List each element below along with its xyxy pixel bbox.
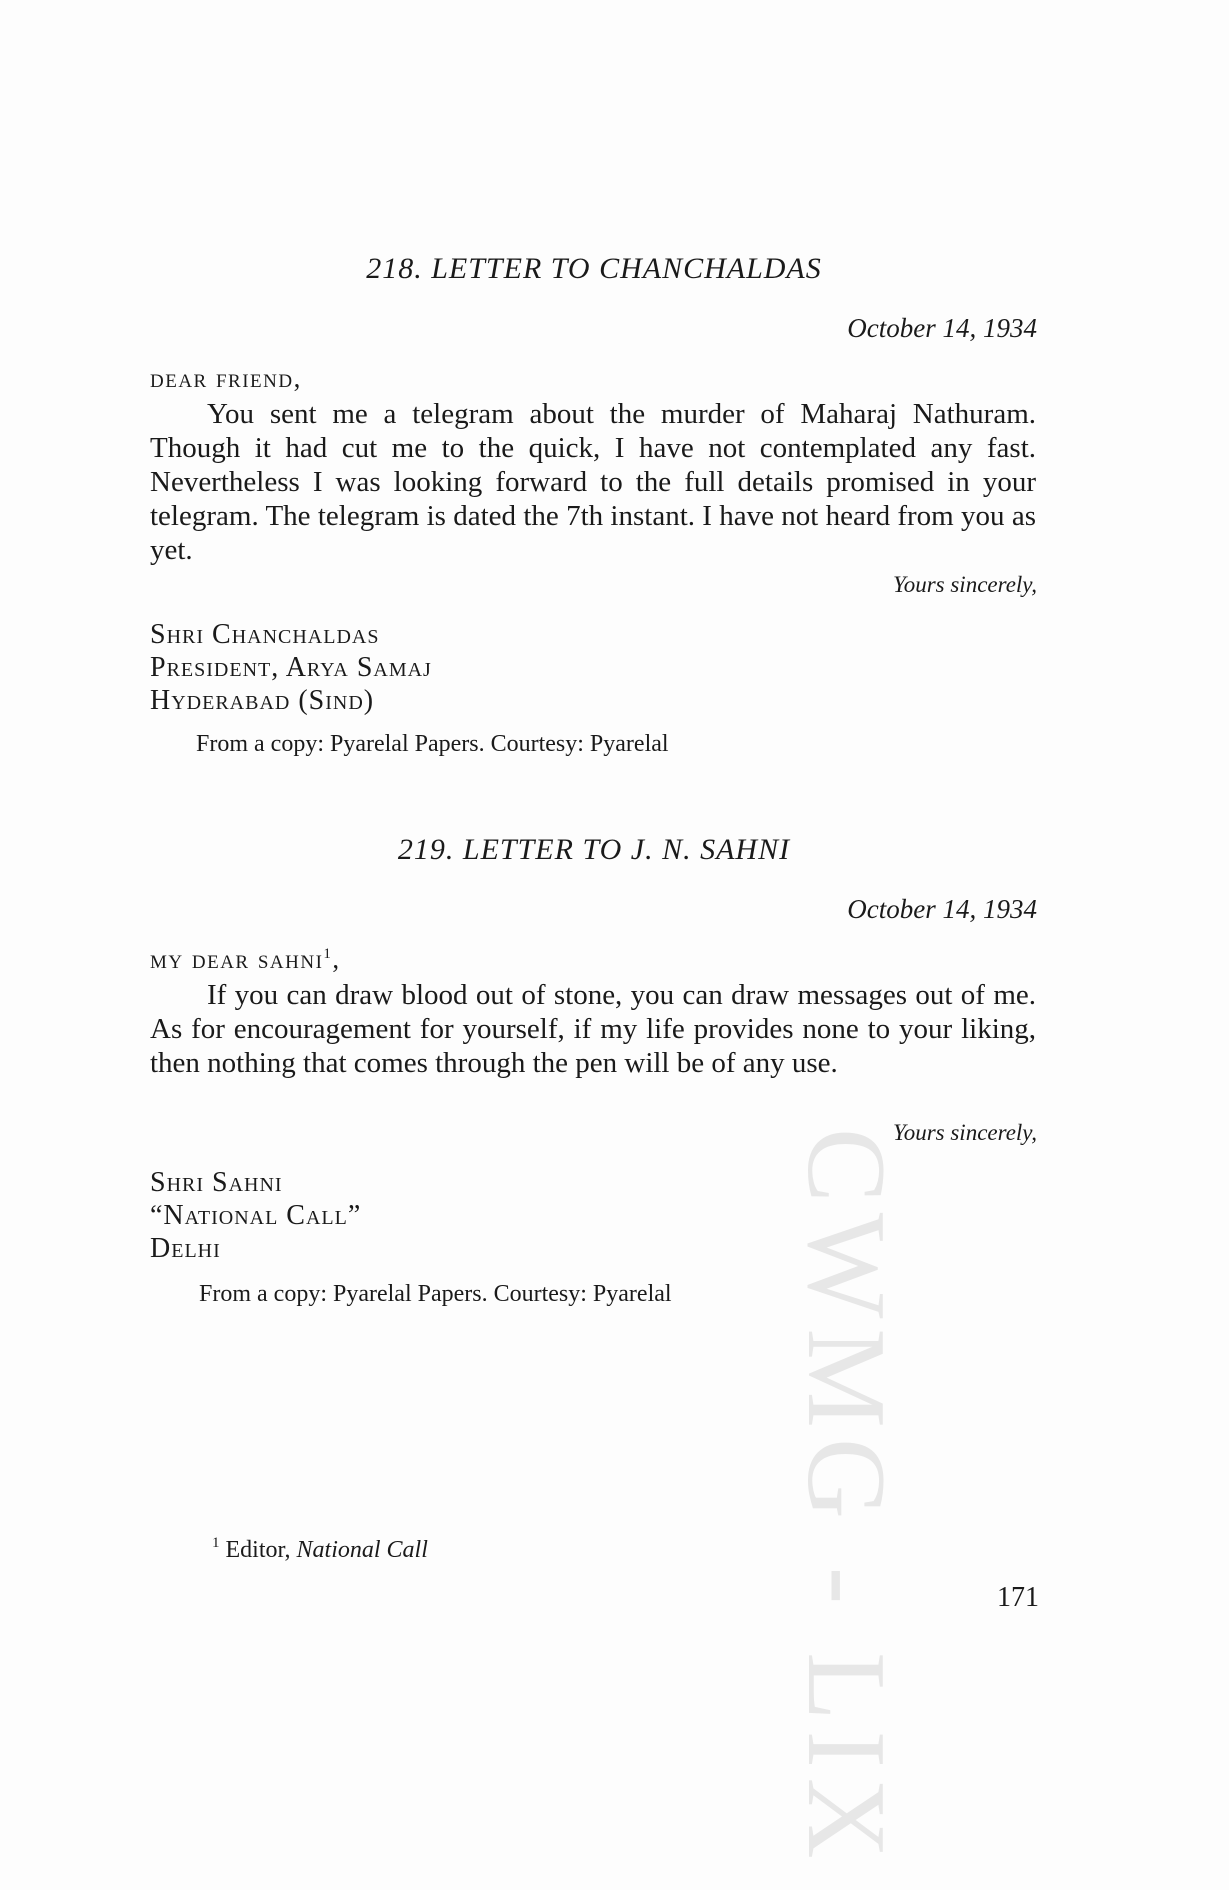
address-line: Hyderabad (Sind)	[150, 685, 375, 716]
address-line: Shri Chanchaldas	[150, 619, 380, 650]
salutation-text: my dear sahni	[150, 944, 324, 974]
source-note: From a copy: Pyarelal Papers. Courtesy: Pyarelal	[196, 731, 669, 757]
page-number: 171	[997, 1582, 1039, 1613]
address-block	[150, 1166, 361, 1265]
letter-date: October 14, 1934	[847, 894, 1037, 924]
footnote-italic-text: National Call	[296, 1537, 428, 1563]
address-block	[150, 618, 432, 717]
address-line: Delhi	[150, 1233, 221, 1264]
address-line: “National Call”	[150, 1200, 362, 1231]
footnote-mark: 1	[212, 1535, 220, 1551]
footnote	[212, 1537, 428, 1564]
footnote-mark: 1	[323, 946, 333, 962]
letter-date: October 14, 1934	[847, 313, 1037, 343]
letter-body: If you can draw blood out of stone, you can draw messages out of me. As for encouragement for yourself, if my life provides none to your liking, then nothing that comes through the pen will be of any use.	[150, 979, 1036, 1079]
footnote-text: Editor,	[219, 1537, 297, 1563]
address-line: Shri Sahni	[150, 1167, 283, 1198]
salutation: dear friend,	[150, 363, 302, 393]
salutation	[150, 944, 341, 975]
letter-body: You sent me a telegram about the murder of Maharaj Nathuram. Though it had cut me to the quick, I have not contemplated any fast. Nevertheless I was looking forward to the full details promised in your telegram. The telegram is dated the 7th instant. I have not heard from you as yet.	[150, 398, 1036, 566]
closing: Yours sincerely,	[893, 572, 1037, 597]
address-line: President, Arya Samaj	[150, 652, 432, 683]
letter-heading: 219. LETTER TO J. N. SAHNI	[397, 833, 791, 866]
closing: Yours sincerely,	[893, 1120, 1037, 1145]
salutation-punct: ,	[332, 944, 341, 974]
source-note: From a copy: Pyarelal Papers. Courtesy: Pyarelal	[199, 1281, 672, 1307]
letter-heading: 218. LETTER TO CHANCHALDAS	[366, 252, 822, 285]
watermark: CWMG - LIX	[784, 1128, 908, 1869]
